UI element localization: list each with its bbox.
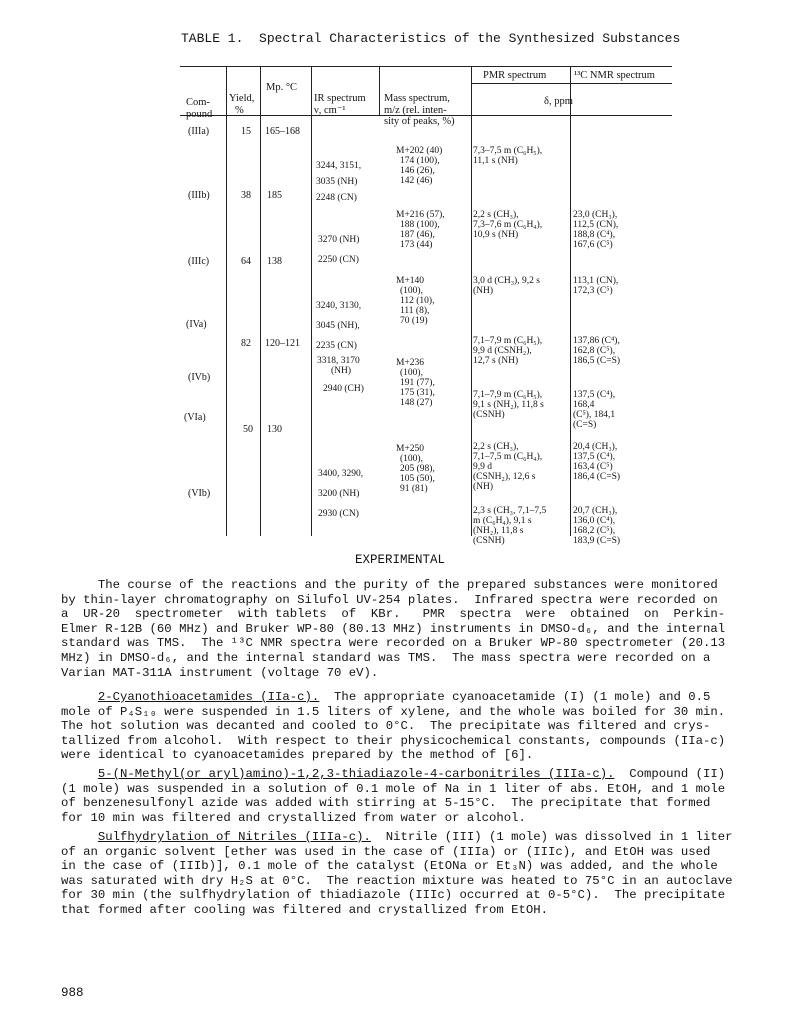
ir-values: 3244, 3151, 3035 (NH) 2248 (CN) bbox=[316, 161, 362, 203]
mp-value: 120–121 bbox=[265, 338, 300, 349]
c13-values: 20,7 (CH₃), 136,0 (C⁴), 168,2 (C⁵), 183,9 (C=S) bbox=[573, 506, 621, 546]
header-mass: Mass spectrum, m/z (rel. inten- sity of peaks, %) bbox=[384, 93, 455, 127]
mp-value: 130 bbox=[267, 424, 282, 435]
mp-value: 138 bbox=[267, 256, 282, 267]
yield-value: 38 bbox=[241, 190, 251, 201]
compound-label: (IVa) bbox=[186, 319, 207, 330]
compound-label: (VIb) bbox=[188, 488, 211, 499]
yield-value: 82 bbox=[241, 338, 251, 349]
header-compound: Com- pound bbox=[186, 97, 213, 120]
section-heading: EXPERIMENTAL bbox=[355, 553, 446, 567]
pmr-values: 2,2 s (CH₃), 7,1–7,5 m (C₆H₄), 9,9 d (CSNH₂), 12,6 s (NH) bbox=[473, 442, 543, 492]
yield-value: 15 bbox=[241, 126, 251, 137]
paragraph-cyanothioacetamides: 2-Cyanothioacetamides (IIa-c). The appropriate cyanoacetamide (I) (1 mole) and 0.5 mole of P₄S₁₀ were suspended in 1.5 liters of xylene, and the whole was boiled for 30 min. The hot solution was decanted and cooled to 0°C. The precipitate was filtered and crys- tallized from alcohol. With respect to their physicochemical constants, compounds (IIa-c) were identical to cyanoacetamides prepared by the method of [6]. bbox=[61, 690, 726, 763]
compound-label: (IVb) bbox=[188, 372, 211, 383]
pmr-values: 7,1–7,9 m (C₆H₅), 9,1 s (NH₂), 11,8 s (CSNH) bbox=[473, 390, 544, 420]
mass-values: M+250 (100), 205 (98), 105 (50), 91 (81) bbox=[396, 444, 435, 494]
ir-values: 3270 (NH) 2250 (CN) bbox=[318, 235, 360, 265]
pmr-values: 7,3–7,5 m (C₆H₅), 11,1 s (NH) bbox=[473, 146, 543, 166]
ir-values: 3318, 3170 (NH) 2940 (CH) bbox=[317, 356, 364, 394]
spectral-table bbox=[180, 66, 672, 546]
pmr-values: 3,0 d (CH₃), 9,2 s (NH) bbox=[473, 276, 540, 296]
ir-values: 3400, 3290, 3200 (NH) 2930 (CN) bbox=[318, 469, 364, 519]
page-number: 988 bbox=[61, 986, 84, 1000]
mass-values: M+216 (57), 188 (100), 187 (46), 173 (44) bbox=[396, 210, 445, 250]
c13-values: 20,4 (CH₃), 137,5 (C⁴), 163,4 (C⁵) 186,4 (C=S) bbox=[573, 442, 621, 482]
header-pmr: PMR spectrum bbox=[483, 70, 547, 81]
mp-value: 185 bbox=[267, 190, 282, 201]
yield-value: 50 bbox=[243, 424, 253, 435]
paragraph-thiadiazoles: 5-(N-Methyl(or aryl)amino)-1,2,3-thiadiazole-4-carbonitriles (IIIa-c). Compound (II) (1 mole) was suspended in a solution of 0.1 mole of Na in 1 liter of abs. EtOH, and 1 mole of benzenesulfonyl azide was added with stirring at 5-15°C. The precipitate that formed for 10 min was filtered and crystallized from water or alcohol. bbox=[61, 767, 726, 825]
column-divider bbox=[226, 66, 227, 536]
paragraph-sulfhydrylation: Sulfhydrylation of Nitriles (IIIa-c). Nitrile (III) (1 mole) was dissolved in 1 liter of an organic solvent [ether was used in the case of (IIIa) or (IIIc), and EtOH was used in the case of (IIIb)], 0.1 mole of the catalyst (EtONa or Et₃N) was added, and the whole was saturated with dry H₂S at 0°C. The reaction mixture was heated to 75°C in an autoclave for 30 min (the sulfhydrylation of thiadiazole (IIIc) occurred at 0-5°C). The precipitate that formed after cooling was filtered and crystallized from EtOH. bbox=[61, 830, 733, 917]
column-divider bbox=[260, 66, 261, 536]
compound-label: (IIIc) bbox=[188, 256, 210, 267]
ir-values: 3240, 3130, 3045 (NH), 2235 (CN) bbox=[316, 301, 362, 351]
mp-value: 165–168 bbox=[265, 126, 300, 137]
mass-values: M+140 (100), 112 (10), 111 (8), 70 (19) bbox=[396, 276, 435, 326]
header-delta: δ, ppm bbox=[544, 96, 573, 107]
table-title: TABLE 1. Spectral Characteristics of the Synthesized Substances bbox=[181, 31, 681, 46]
table-top-rule bbox=[180, 66, 672, 67]
mass-values: M+202 (40) 174 (100), 146 (26), 142 (46) bbox=[396, 146, 443, 186]
compound-label: (IIIa) bbox=[188, 126, 210, 137]
column-divider bbox=[471, 66, 472, 536]
table-header-rule bbox=[471, 83, 672, 84]
pmr-values: 7,1–7,9 m (C₆H₅), 9,9 d (CSNH₂), 12,7 s (NH) bbox=[473, 336, 543, 366]
paragraph-subtitle: 5-(N-Methyl(or aryl)amino)-1,2,3-thiadiazole-4-carbonitriles (IIIa-c). bbox=[97, 767, 615, 781]
compound-label: (VIa) bbox=[184, 412, 206, 423]
header-ir: IR spectrum ν, cm⁻¹ bbox=[314, 93, 366, 116]
c13-values: 113,1 (CN), 172,3 (C⁵) bbox=[573, 276, 619, 296]
c13-values: 137,5 (C⁴), 168,4 (C⁵), 184,1 (C=S) bbox=[573, 390, 616, 430]
column-divider bbox=[379, 66, 380, 115]
pmr-values: 2,3 s (CH₃, 7,1–7,5 m (C₆H₄), 9,1 s (NH₂), 11,8 s (CSNH) bbox=[473, 506, 547, 546]
c13-values: 23,0 (CH₃), 112,5 (CN), 188,8 (C⁴), 167,6 (C⁵) bbox=[573, 210, 619, 250]
mass-values: M+236 (100), 191 (77), 175 (31), 148 (27) bbox=[396, 358, 435, 408]
compound-label: (IIIb) bbox=[188, 190, 210, 201]
column-divider bbox=[570, 66, 571, 536]
paragraph-subtitle: 2-Cyanothioacetamides (IIa-c). bbox=[97, 690, 320, 704]
paragraph-subtitle: Sulfhydrylation of Nitriles (IIIa-c). bbox=[97, 830, 371, 844]
header-yield: Yield, % bbox=[229, 93, 255, 116]
yield-value: 64 bbox=[241, 256, 251, 267]
header-c13: ¹³C NMR spectrum bbox=[574, 70, 655, 81]
intro-paragraph: The course of the reactions and the purity of the prepared substances were monitored by thin-layer chromatography on Silufol UV-254 plates. Infrared spectra were recorded on a UR-20 spectrometer with tablets of KBr. PMR spectra were obtained on Perkin- Elmer R-12B (60 MHz) and Bruker WP-80 (80.13 MHz) instruments in DMSO-d₆, and the internal standard was TMS. The ¹³C NMR spectra were recorded on a Bruker WP-80 spectrometer (20.13 MHz) in DMSO-d₆, and the internal standard was TMS. The mass spectra were recorded on a Varian MAT-311A instrument (voltage 70 eV). bbox=[61, 578, 726, 680]
column-divider bbox=[311, 66, 312, 536]
pmr-values: 2,2 s (CH₃), 7,3–7,6 m (C₆H₄), 10,9 s (NH) bbox=[473, 210, 543, 240]
c13-values: 137,86 (C⁴), 162,8 (C⁵), 186,5 (C=S) bbox=[573, 336, 621, 366]
header-mp: Mp. °C bbox=[266, 82, 298, 93]
